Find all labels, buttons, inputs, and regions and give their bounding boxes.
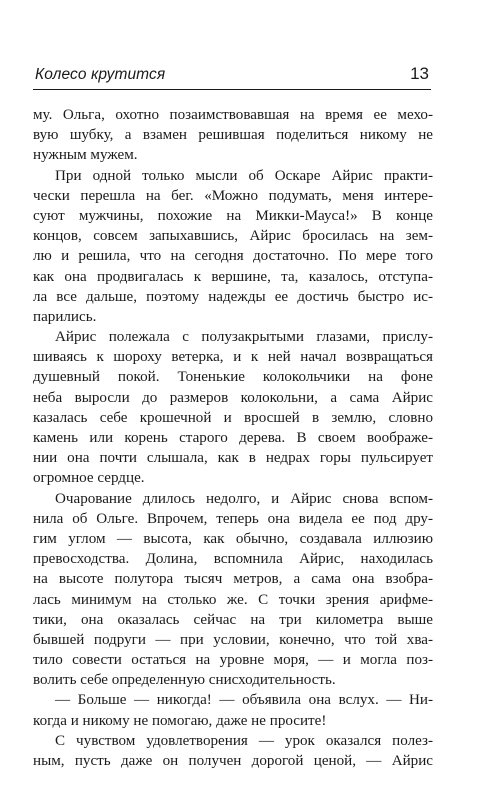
text-line: ла все дальше, поэтому надежды ее достичь быстро ис- [33, 288, 433, 305]
header-rule [33, 89, 431, 90]
paragraph [33, 731, 433, 771]
text-line: камень или корень старого дерева. В своем воображе- [33, 430, 433, 446]
text-line: концов, совсем запыхавшись, Айрис бросилась на зем- [33, 228, 433, 245]
text-line: суют мужчины, похожие на Микки-Мауса!» В конце [33, 207, 433, 224]
running-title: Колесо крутится [35, 66, 166, 83]
text-line: превосходства. Долина, вспомнила Айрис, находилась [33, 551, 433, 568]
paragraph [33, 166, 433, 328]
page-number: 13 [410, 64, 429, 83]
text-line: лась минимум на столько же. С точки зрения арифме- [33, 591, 433, 608]
paragraph [33, 327, 433, 489]
text-line: тики, она оказалась сейчас на три километра выше [33, 611, 433, 628]
text-line: вую шубку, а взамен решившая поделиться никому не [33, 127, 433, 144]
text-line: душевный покой. Тоненькие колокольчики на фоне [33, 369, 433, 386]
text-line: чески перешла на бег. «Можно подумать, меня интере- [33, 187, 433, 204]
text-line: нила об Ольге. Впрочем, теперь она видела ее под дру- [33, 510, 433, 527]
text-line: нии она почти слышала, как в недрах горы пульсирует [33, 450, 433, 467]
text-line: — Больше — никогда! — объявила она вслух. — Ни- [55, 692, 433, 709]
text-line: гим углом — высота, как обычно, создавала иллюзию [33, 530, 433, 547]
text-line: Айрис полежала с полузакрытыми глазами, прислу- [55, 329, 433, 346]
text-line: неба выросли до размеров колокольни, а сама Айрис [33, 389, 433, 406]
text-line: парились. [33, 308, 97, 325]
text-line: когда и никому не помогаю, даже не просите! [33, 712, 327, 729]
text-line: нужным мужем. [33, 147, 138, 164]
text-line: лю и решила, что на сегодня достаточно. По мере того [33, 248, 433, 265]
text-line: тило совести остаться на уровне моря, — и могла поз- [33, 652, 433, 669]
paragraph [33, 489, 433, 691]
paragraph [33, 105, 433, 166]
running-header [33, 62, 431, 90]
text-line: С чувством удовлетворения — урок оказался полез- [55, 732, 433, 749]
text-line: на высоте полутора тысяч метров, а сама она взобра- [33, 571, 433, 588]
paragraph [33, 690, 433, 730]
text-line: Очарование длилось недолго, и Айрис снова вспом- [55, 490, 433, 507]
body-text [33, 105, 433, 771]
text-line: шиваясь к шороху ветерка, и к ней начал возвращаться [33, 349, 433, 366]
text-line: как она продвигалась к вершине, та, казалось, отступа- [33, 268, 433, 285]
text-line: казалась себе крошечной и вросшей в землю, словно [33, 409, 433, 426]
text-line: ным, пусть даже он получен дорогой ценой, — Айрис [33, 753, 433, 769]
text-line: бывшей подруги — при условии, конечно, что той хва- [33, 631, 433, 648]
text-line: При одной только мысли об Оскаре Айрис практи- [55, 167, 433, 184]
text-line: волить себе определенную снисходительность. [33, 672, 336, 689]
text-line: му. Ольга, охотно позаимствовавшая на время ее мехо- [33, 107, 433, 123]
text-line: огромное сердце. [33, 470, 145, 487]
